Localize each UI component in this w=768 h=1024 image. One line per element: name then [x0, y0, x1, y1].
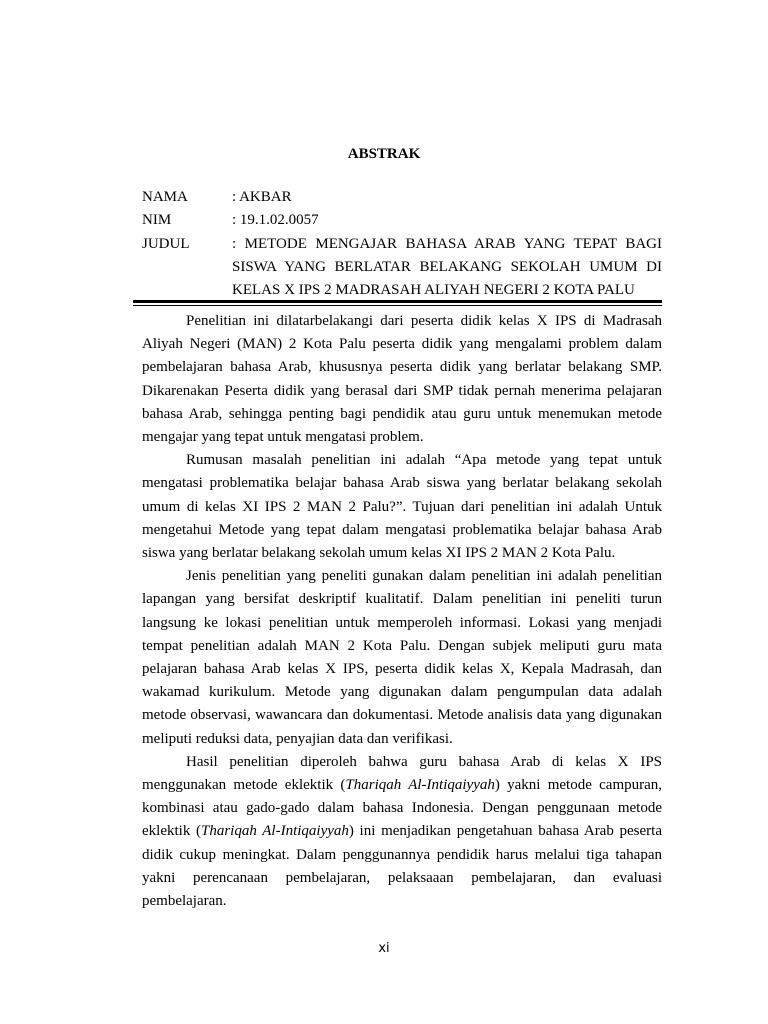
abstract-body: [142, 310, 662, 913]
title-line-3: KELAS X IPS 2 MADRASAH ALIYAH NEGERI 2 KOTA PALU: [232, 282, 635, 299]
nim-value: : 19.1.02.0057: [232, 212, 319, 229]
nim-label: NIM: [142, 212, 172, 229]
paragraph-1: Penelitian ini dilatarbelakangi dari peserta didik kelas X IPS di Madrasah Aliyah Negeri (MAN) 2 Kota Palu peserta didik yang mengalami problem dalam pembelajaran bahasa Arab, khususnya peserta didik yang berlatar belakang SMP. Dikarenakan Peserta didik yang berasal dari SMP tidak pernah menerima pelajaran bahasa Arab, sehingga penting bagi pendidik atau guru untuk menemukan metode mengajar yang tepat untuk mengatasi problem.: [142, 313, 662, 446]
term-thariqah-1: Thariqah Al-Intiqaiyyah: [345, 777, 495, 794]
title-label: JUDUL: [142, 235, 190, 252]
paragraph-4-part-1: Hasil penelitian diperoleh bahwa guru bahasa Arab di kelas X IPS menggunakan metode eklektik (: [142, 753, 662, 794]
nim-row: [142, 209, 662, 232]
paragraph-4-part-3: ) ini menjadikan pengetahuan bahasa Arab peserta didik cukup meningkat. Dalam penggunannya pendidik harus melalui tiga tahapan yakni perencanaan pembelajaran, pelaksaaan pembelajaran, dan evaluasi pembelajaran.: [142, 823, 662, 910]
paragraph-3: Jenis penelitian yang peneliti gunakan dalam penelitian ini adalah penelitian lapangan yang bersifat deskriptif kualitatif. Dalam penelitian ini peneliti turun langsung ke lokasi penelitian untuk memperoleh informasi. Lokasi yang menjadi tempat penelitian adalah MAN 2 Kota Palu. Dengan subjek meliputi guru mata pelajaran bahasa Arab kelas X IPS, peserta didik kelas X, Kepala Madrasah, dan wakamad kurikulum. Metode yang digunakan dalam pengumpulan data adalah metode observasi, wawancara dan dokumentasi. Metode analisis data yang digunakan meliputi reduksi data, penyajian data dan verifikasi.: [142, 568, 662, 747]
paragraph-4-part-2: ) yakni metode campuran, kombinasi atau gado-gado dalam bahasa Indonesia. Dengan penggunaan metode eklektik (: [142, 777, 663, 840]
name-row: [142, 186, 662, 209]
title-row-3: [142, 279, 662, 302]
name-value: : AKBAR: [232, 189, 292, 205]
header-divider: [133, 300, 662, 306]
term-thariqah-2: Thariqah Al-Intiqaiyyah: [201, 823, 349, 840]
title-line-2: SISWA YANG BERLATAR BELAKANG SEKOLAH UMUM DI: [232, 258, 662, 275]
page-number: xi: [378, 941, 390, 956]
title-line-1: : METODE MENGAJAR BAHASA ARAB YANG TEPAT BAGI: [232, 235, 662, 252]
title-row-2: [142, 256, 662, 279]
name-label: NAMA: [142, 189, 188, 205]
identity-block: [142, 186, 662, 302]
abstract-heading: ABSTRAK: [347, 146, 421, 162]
title-row: [142, 233, 662, 256]
paragraph-2: Rumusan masalah penelitian ini adalah “Apa metode yang tepat untuk mengatasi problematika belajar bahasa Arab siswa yang berlatar belakang sekolah umum di kelas XI IPS 2 MAN 2 Palu?”. Tujuan dari penelitian ini adalah Untuk mengetahui Metode yang tepat dalam mengatasi problematika belajar bahasa Arab siswa yang berlatar belakang sekolah umum kelas XI IPS 2 MAN 2 Kota Palu.: [142, 452, 662, 562]
paragraph-4: [142, 751, 662, 913]
